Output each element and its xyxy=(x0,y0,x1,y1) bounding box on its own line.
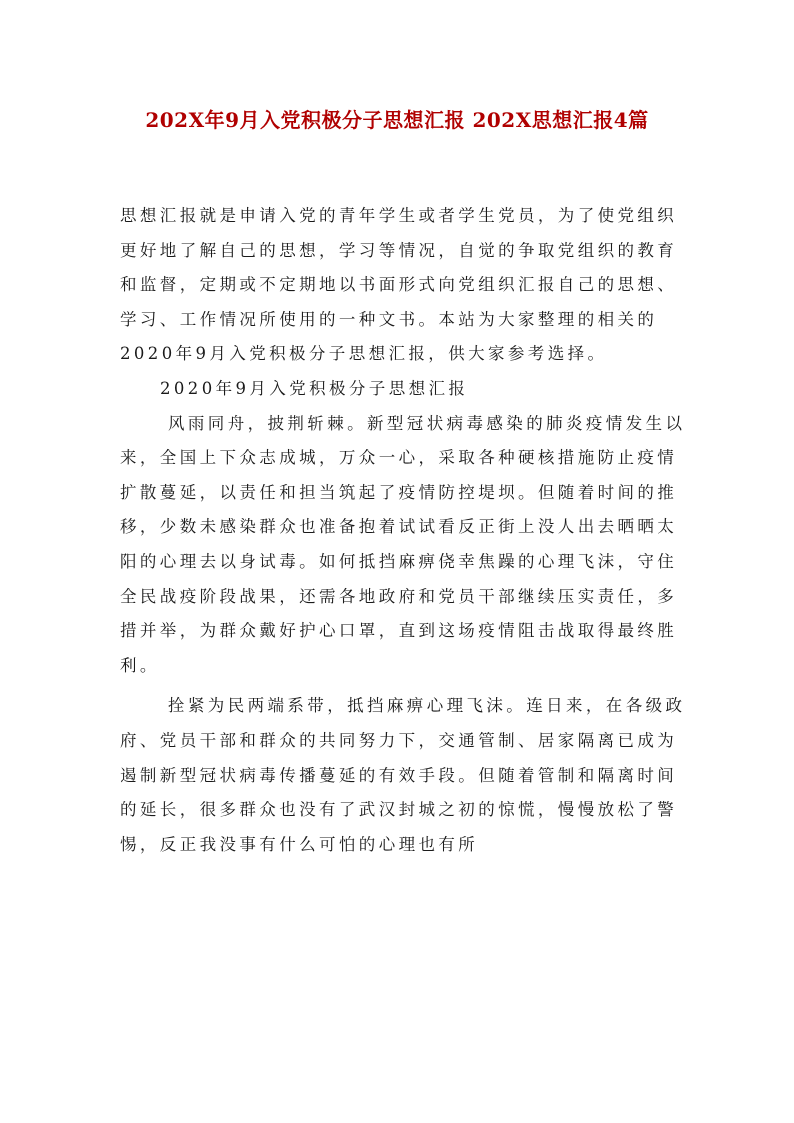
section-heading: 2020年9月入党积极分子思想汇报 xyxy=(160,378,469,398)
document-body xyxy=(120,199,686,862)
body-paragraph: 拴紧为民两端系带，抵挡麻痹心理飞沫。连日来，在各级政府、党员干部和群众的共同努力下，交通管制、居家隔离已成为遏制新型冠状病毒传播蔓延的有效手段。但随着管制和隔离时间的延长，很多群众也没有了武汉封城之初的惊慌，慢慢放松了警惕，反正我没事有什么可怕的心理也有所 xyxy=(120,696,686,854)
intro-paragraph: 思想汇报就是申请入党的青年学生或者学生党员，为了使党组织更好地了解自己的思想，学习等情况，自觉的争取党组织的教育和监督，定期或不定期地以书面形式向党组织汇报自己的思想、学习、工作情况所使用的一种文书。本站为大家整理的相关的2020年9月入党积极分子思想汇报，供大家参考选择。 xyxy=(120,206,678,364)
document-title: 202X年9月入党积极分子思想汇报 202X思想汇报4篇 xyxy=(145,108,649,132)
body-paragraph: 风雨同舟，披荆斩棘。新型冠状病毒感染的肺炎疫情发生以来，全国上下众志成城，万众一心，采取各种硬核措施防止疫情扩散蔓延，以责任和担当筑起了疫情防控堤坝。但随着时间的推移，少数未感染群众也准备抱着试试看反正街上没人出去晒晒太阳的心理去以身试毒。如何抵挡麻痹侥幸焦躁的心理飞沫，守住全民战疫阶段战果，还需各地政府和党员干部继续压实责任，多措并举，为群众戴好护心口罩，直到这场疫情阻击战取得最终胜利。 xyxy=(120,413,686,675)
